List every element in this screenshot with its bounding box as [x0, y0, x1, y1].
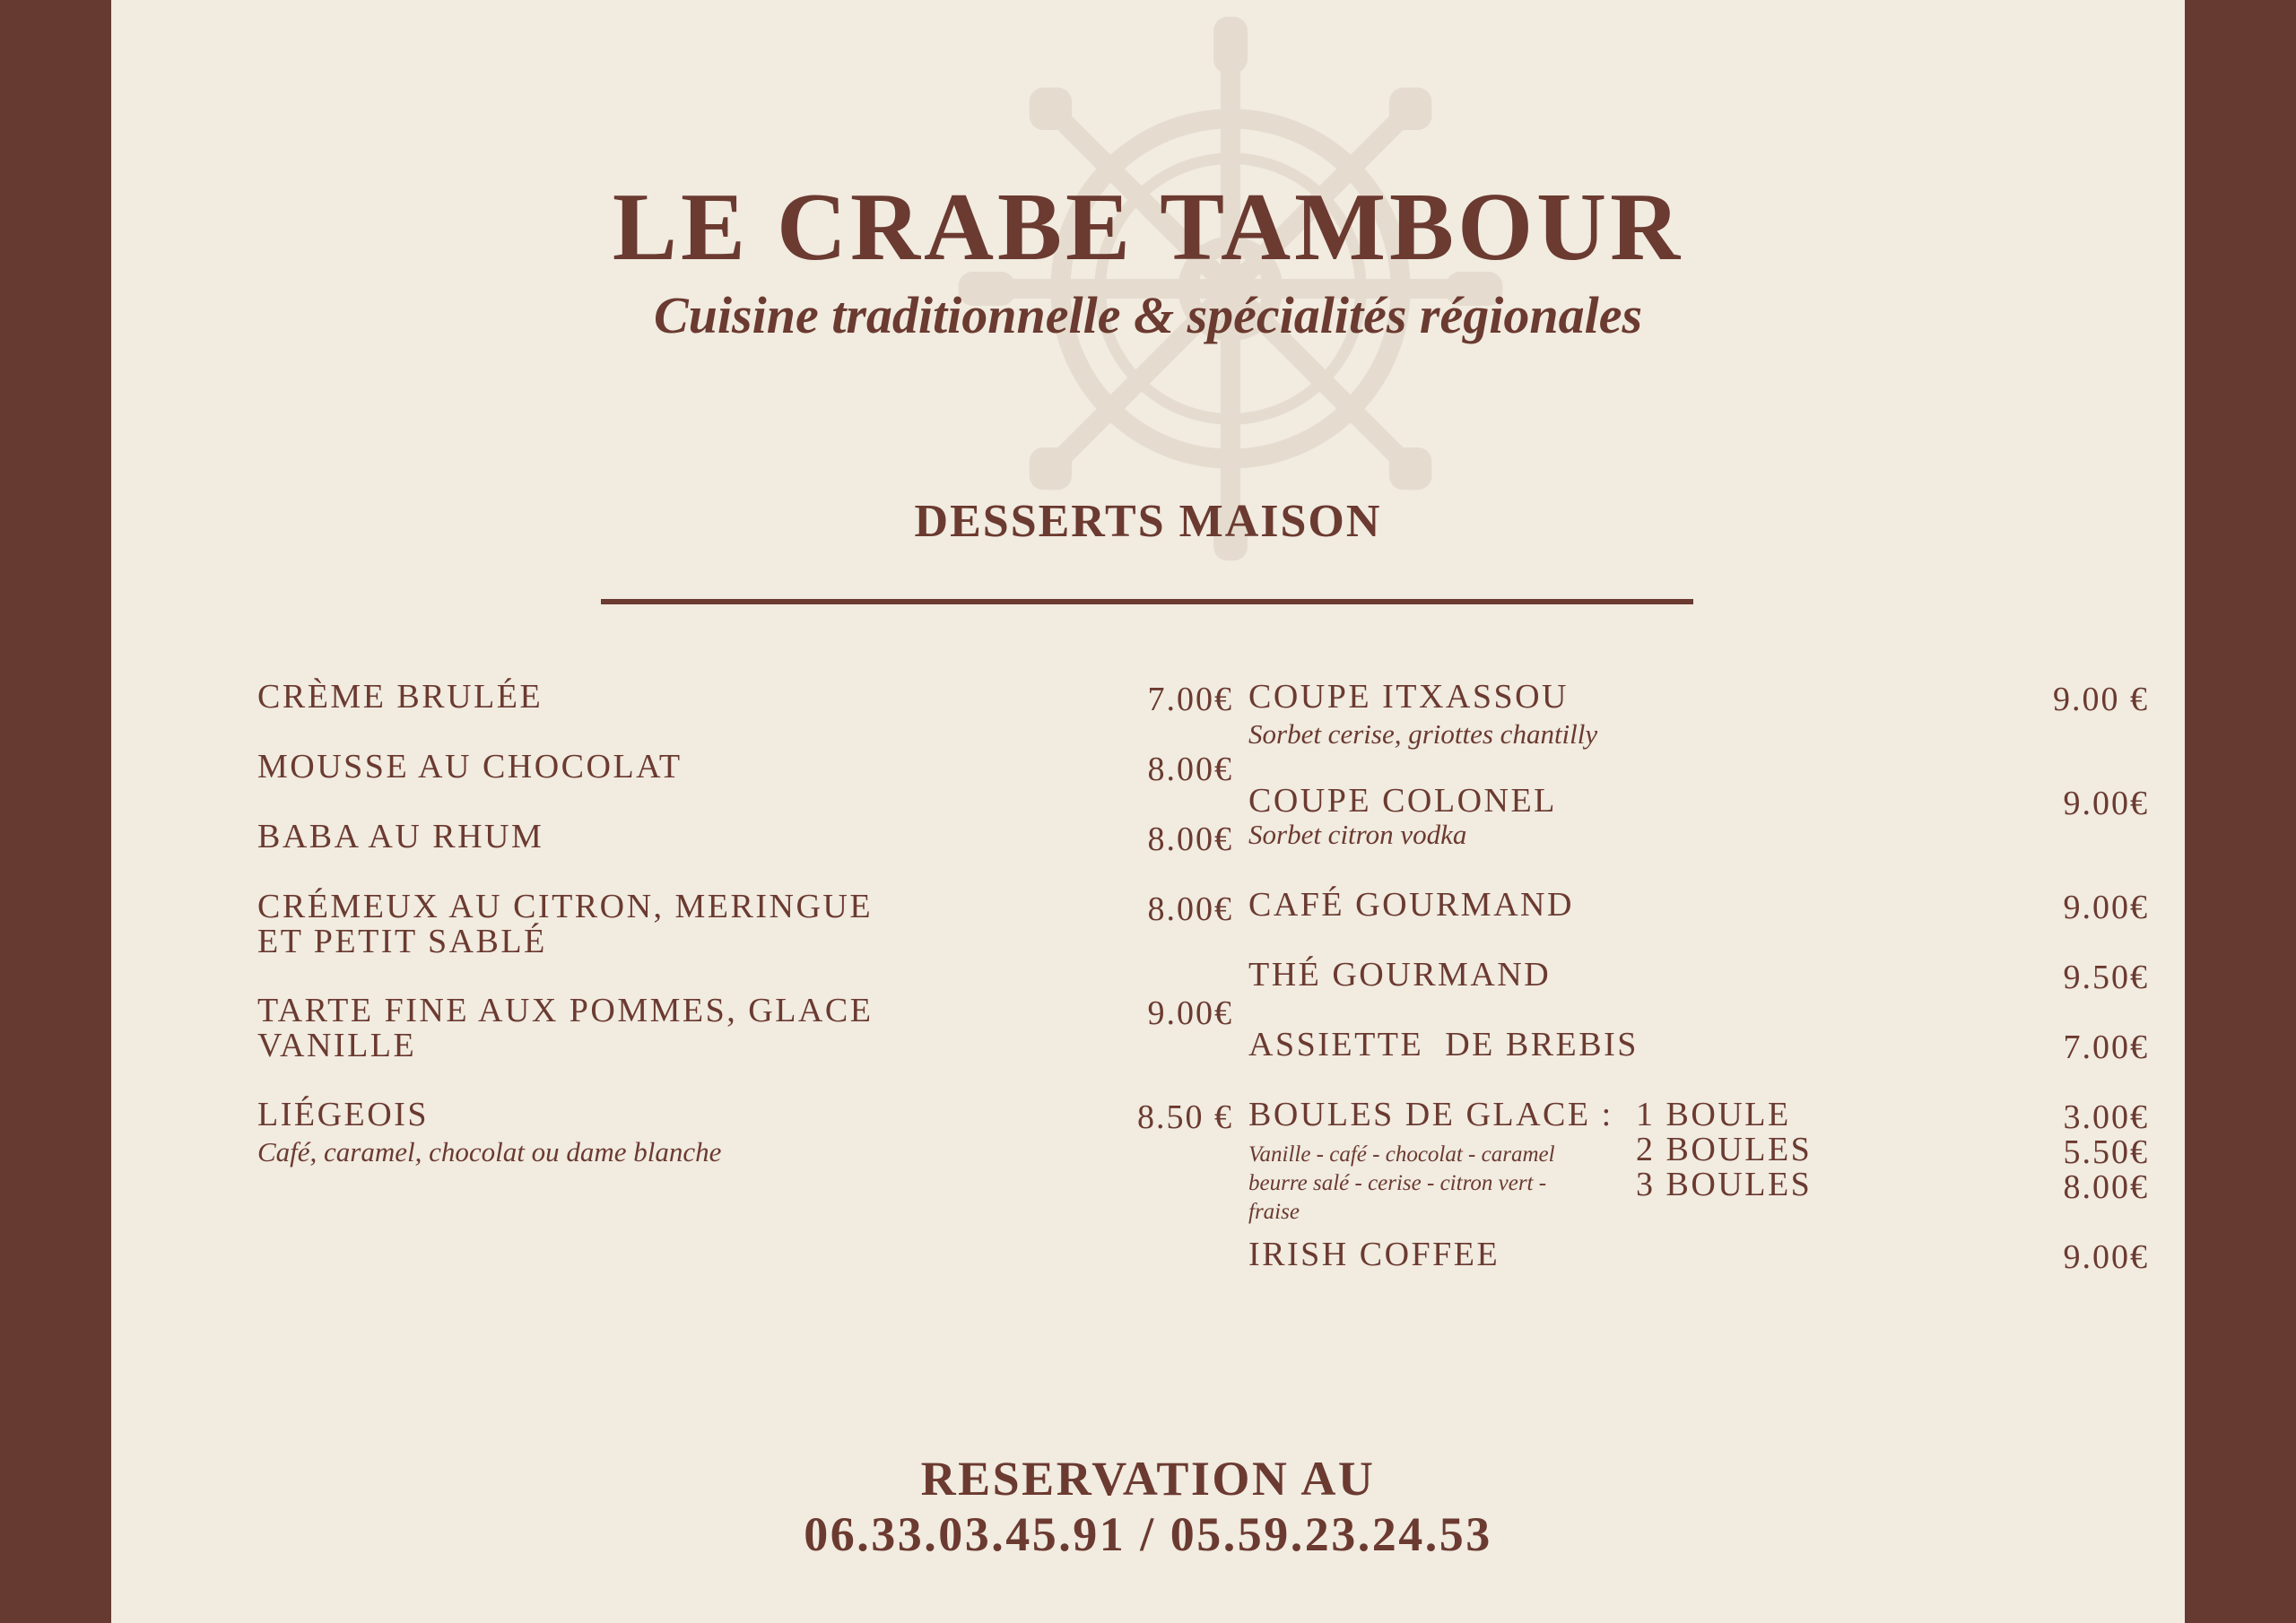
flavour-line: beurre salé - cerise - citron vert - — [1248, 1171, 1547, 1195]
ice-cream-flavours — [1248, 1141, 1555, 1227]
item-price: 9.00€ — [2063, 1238, 2149, 1276]
scoop-option-price: 8.00€ — [2063, 1168, 2149, 1206]
flavour-line: Vanille - café - chocolat - caramel — [1248, 1142, 1555, 1167]
menu-item-ice-cream — [1248, 1098, 1613, 1133]
scoop-option-price: 5.50€ — [2063, 1133, 2149, 1171]
menu-item — [257, 680, 543, 715]
reservation-label: RESERVATION AU — [920, 1452, 1376, 1506]
menu-item — [257, 1098, 721, 1168]
item-name: IRISH COFFEE — [1248, 1236, 1500, 1273]
menu-item — [257, 750, 683, 785]
menu-item — [257, 820, 544, 855]
item-price: 8.00€ — [1147, 820, 1233, 858]
item-name: COUPE COLONEL — [1248, 782, 1557, 820]
item-name: MOUSSE AU CHOCOLAT — [257, 748, 683, 785]
item-name: COUPE ITXASSOU — [1248, 678, 1569, 716]
item-name: ASSIETTE DE BREBIS — [1248, 1026, 1639, 1063]
item-name: CRÉMEUX AU CITRON, MERINGUE — [257, 888, 874, 925]
item-price: 7.00€ — [2063, 1028, 2149, 1066]
item-price: 8.00€ — [1147, 890, 1233, 928]
flavour-line: fraise — [1248, 1200, 1300, 1224]
item-price: 8.00€ — [1147, 751, 1233, 788]
item-price: 9.50€ — [2063, 959, 2149, 996]
scoop-option-label: 2 BOULES — [1636, 1131, 1813, 1168]
menu-item — [257, 994, 873, 1063]
restaurant-name: LE CRABE TAMBOUR — [612, 174, 1684, 281]
menu-item — [1248, 958, 1551, 993]
item-name: LIÉGEOIS — [257, 1096, 429, 1133]
item-price: 9.00€ — [1147, 994, 1233, 1032]
reservation-phone-numbers: 06.33.03.45.91 / 05.59.23.24.53 — [804, 1507, 1492, 1561]
section-divider — [601, 599, 1693, 604]
item-price: 9.00 € — [2053, 681, 2149, 718]
item-price: 9.00€ — [2063, 785, 2149, 822]
menu-item — [1248, 1237, 1500, 1272]
menu-item — [1248, 1028, 1639, 1063]
item-name: THÉ GOURMAND — [1248, 956, 1552, 994]
item-price: 8.50 € — [1137, 1098, 1233, 1136]
item-description: Sorbet citron vodka — [1248, 819, 1467, 850]
item-name-continued: ET PETIT SABLÉ — [257, 923, 547, 960]
item-name-continued: VANILLE — [257, 1027, 417, 1064]
item-price: 7.00€ — [1147, 681, 1233, 718]
scoop-option-label: 1 BOULE — [1636, 1096, 1791, 1133]
section-title: DESSERTS MAISON — [914, 496, 1382, 547]
menu-item — [1248, 784, 1557, 851]
item-name: BABA AU RHUM — [257, 818, 544, 855]
item-description: Sorbet cerise, griottes chantilly — [1248, 718, 1598, 750]
scoop-option-label: 3 BOULES — [1636, 1166, 1813, 1203]
item-price: 9.00€ — [2063, 889, 2149, 926]
item-name: CAFÉ GOURMAND — [1248, 886, 1574, 924]
menu-page — [111, 0, 2185, 1623]
item-name: CRÈME BRULÉE — [257, 678, 544, 716]
reservation-block — [111, 1451, 2185, 1562]
scoop-option-price: 3.00€ — [2063, 1098, 2149, 1136]
menu-item — [1248, 888, 1574, 923]
menu-item — [1248, 680, 1597, 751]
menu-item — [257, 890, 873, 959]
item-name: BOULES DE GLACE : — [1248, 1096, 1613, 1133]
item-name: TARTE FINE AUX POMMES, GLACE — [257, 992, 874, 1029]
item-description: Café, caramel, chocolat ou dame blanche — [257, 1136, 722, 1167]
restaurant-tagline: Cuisine traditionnelle & spécialités régionales — [653, 286, 1643, 344]
